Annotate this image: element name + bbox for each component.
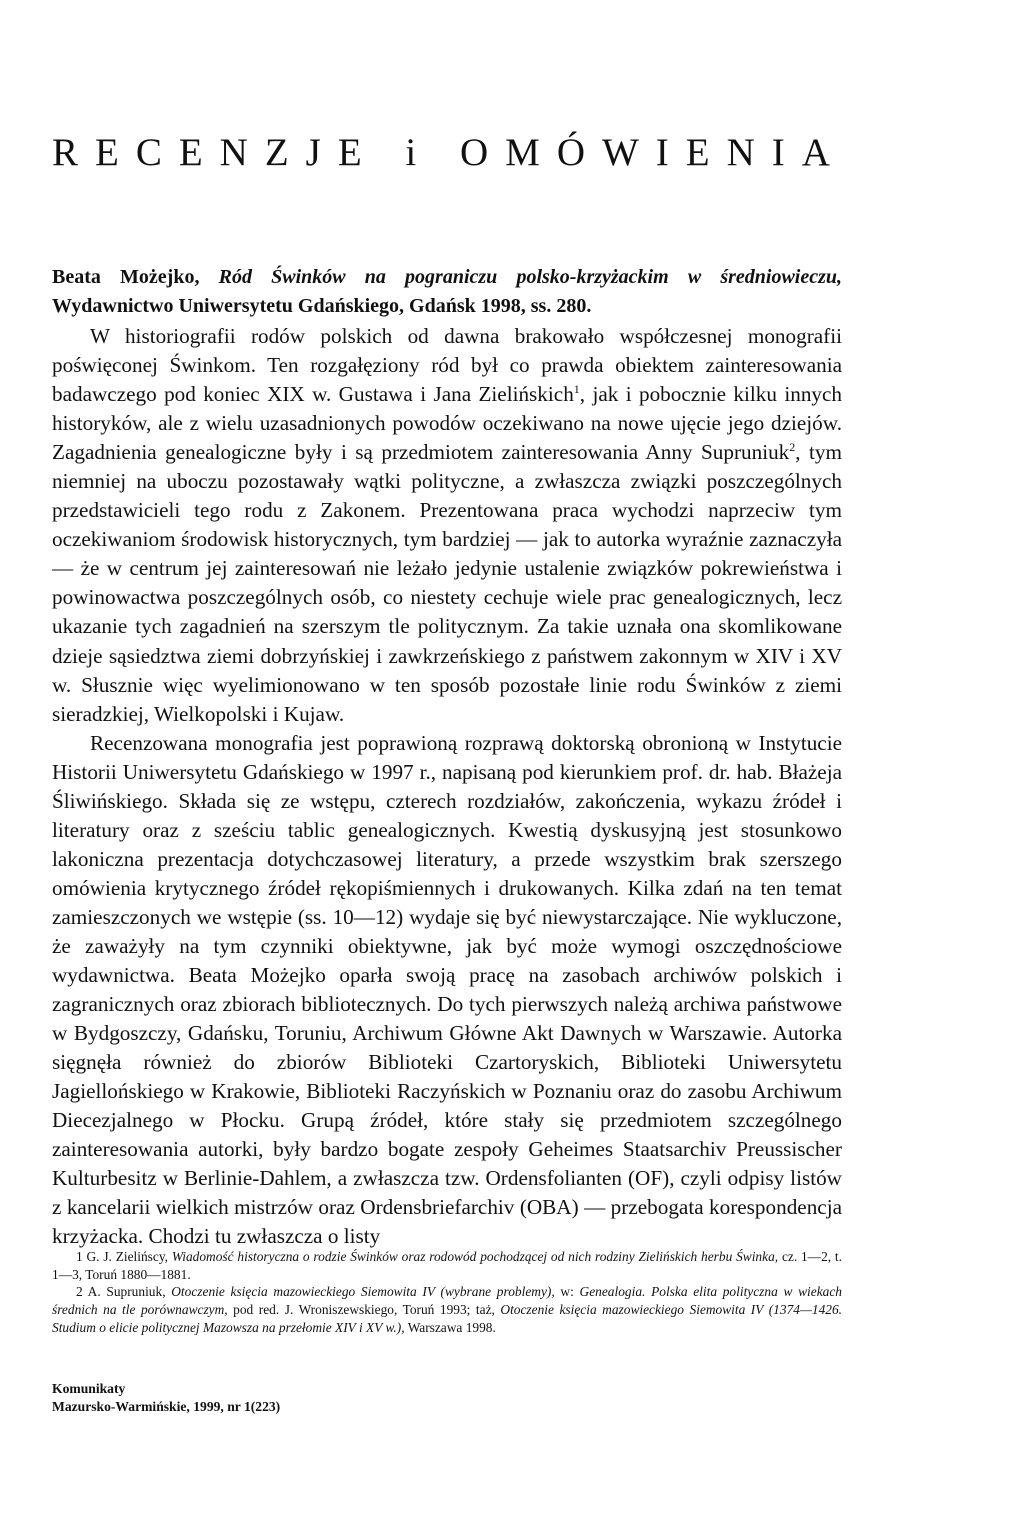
footnote-ref-1: 1 — [573, 382, 580, 397]
journal-issue: Mazursko-Warmińskie, 1999, nr 1(223) — [52, 1399, 281, 1414]
footnote-1-lead: 1 G. J. Zielińscy, — [76, 1249, 169, 1264]
book-title: Ród Świnków na pograniczu polsko-krzyżackim w średniowieczu, — [218, 266, 843, 288]
footnote-2-title-2: Genealogia. Polska elita polityczna w wiekach średnich na tle porównawczym, — [52, 1284, 842, 1318]
paragraph-2: Recenzowana monografia jest poprawioną rozprawą doktorską obronioną w Instytucie Historii Uniwersytetu Gdańskiego w 1997 r., napisaną pod kierunkiem prof. dr. hab. Błażeja Śliwińskiego. Składa się ze wstępu, czterech rozdziałów, zakończenia, wykazu źródeł i literatury oraz z sześciu tablic genealogicznych. Kwestią dyskusyjną jest stosunkowo lakoniczna prezentacja dotychczasowej literatury, a przede wszystkim brak szerszego omówienia krytycznego źródeł rękopiśmiennych i drukowanych. Kilka zdań na ten temat zamieszczonych we wstępie (ss. 10—12) wydaje się być niewystarczające. Nie wykluczone, że zaważyły na tym czynniki obiektywne, jak być może wymogi oszczędnościowe wydawnictwa. Beata Możejko oparła swoją pracę na zasobach archiwów polskich i zagranicznych oraz zbiorach bibliotecznych. Do tych pierwszych należą archiwa państwowe w Bydgoszczy, Gdańsku, Toruniu, Archiwum Główne Akt Dawnych w Warszawie. Autorka sięgnęła również do zbiorów Biblioteki Czartoryskich, Biblioteki Uniwersytetu Jagiellońskiego w Krakowie, Biblioteki Raczyńskich w Poznaniu oraz do zasobu Archiwum Diecezjalnego w Płocku. Grupą źródeł, które stały się przedmiotem szczególnego zainteresowania autorki, były bardzo bogate zespoły Geheimes Staatsarchiv Preussischer Kulturbesitz w Berlinie-Dahlem, a zwłaszcza tzw. Ordensfolianten (OF), czyli odpisy listów z kancelarii wielkich mistrzów oraz Ordensbriefarchiv (OBA) — przebogata korespondencja krzyżacka. Chodzi tu zwłaszcza o listy — [52, 730, 842, 1249]
paragraph-1-part-a: W historiografii rodów polskich od dawna brakowało współczesnej monografii poświęconej Świnkom. Ten rozgałęziony ród był co prawda obiektem zainteresowania badawczego pod koniec XIX w. Gustawa i Jana Zielińskich — [52, 324, 842, 407]
footnote-ref-2: 2 — [789, 440, 796, 455]
footnote-1-rest: cz. 1—2, t. 1—3, Toruń 1880—1881. — [52, 1249, 842, 1282]
footnote-2-rest: Warszawa 1998. — [407, 1319, 496, 1335]
journal-name: Komunikaty — [52, 1381, 126, 1396]
footnote-2-title-3: Otoczenie księcia mazowieckiego Siemowita IV (1374—1426. Studium o elicie politycznej Mazowsza na przełomie XIV i XV w.), — [52, 1302, 842, 1335]
paragraph-1-part-c: , tym niemniej na uboczu pozostawały wątki polityczne, a zwłaszcza związki poszczególnych przedstawicieli tego rodu z Zakonem. Prezentowana praca wychodzi naprzeciw tym oczekiwaniom środowisk historycznych, tym bardziej — jak to autorka wyraźnie zaznaczyła — że w centrum jej zainteresowań nie leżało jedynie ustalenie związków pokrewieństwa i powinowactwa poszczególnych osób, co niestety cechuje wiele prac genealogicznych, lecz ukazanie tych zagadnień na szerszym tle politycznym. Za takie uznała ona skomlikowane dzieje sąsiedztwa ziemi dobrzyńskiej i zawkrzeńskiego z państwem zakonnym w XIV i XV w. Słusznie więc wyelimionowano w ten sposób pozostałe linie rodu Świnków z ziemi sieradzkiej, Wielkopolski i Kujaw. — [52, 440, 842, 726]
paragraph-1 — [52, 322, 842, 729]
footnote-2-lead: 2 A. Supruniuk, — [76, 1284, 166, 1300]
review-body — [52, 322, 842, 1252]
publication-details: Wydawnictwo Uniwersytetu Gdańskiego, Gdańsk 1998, ss. 280. — [52, 295, 592, 317]
footnote-2-mid-2: pod red. J. Wroniszewskiego, Toruń 1993; taż, — [233, 1302, 495, 1318]
footnotes — [52, 1248, 842, 1337]
review-bibliographic-header — [52, 263, 842, 321]
footnote-2 — [52, 1283, 842, 1336]
review-author: Beata Możejko, — [52, 266, 200, 288]
footnote-2-mid-1: w: — [560, 1284, 574, 1300]
journal-imprint — [52, 1380, 280, 1416]
paragraph-1-part-b: , jak i pobocznie kilku innych historyków, ale z wielu uzasadnionych powodów oczekiwano na nowe ujęcie jego dziejów. Zagadnienia genealogiczne były i są przedmiotem zainteresowania Anny Supruniuk — [52, 382, 843, 465]
footnote-1-title: Wiadomość historyczna o rodzie Świnków oraz rodowód pochodzącej od nich rodziny Zielińskich herbu Świnka, — [171, 1249, 779, 1264]
footnote-2-title-1: Otoczenie księcia mazowieckiego Siemowita IV (wybrane problemy), — [171, 1284, 555, 1300]
section-title: RECENZJE i OMÓWIENIA — [52, 131, 847, 174]
footnote-1 — [52, 1248, 842, 1283]
